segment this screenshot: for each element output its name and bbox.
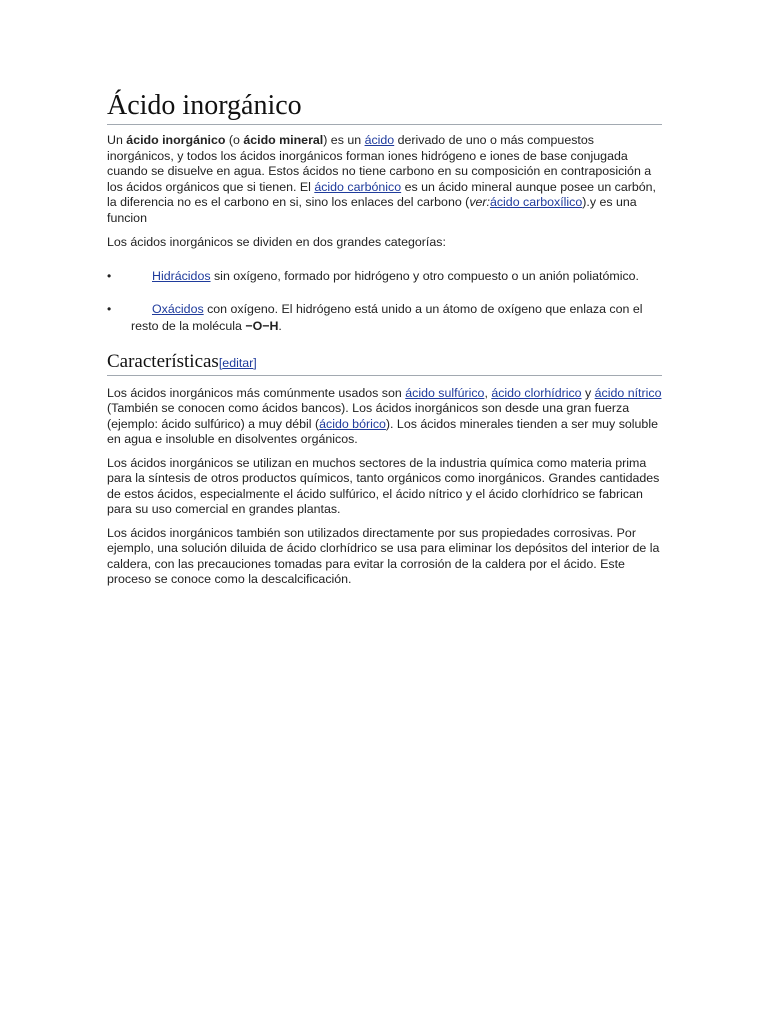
categories-list [107, 268, 662, 335]
intro-paragraph [107, 133, 662, 226]
link-acido[interactable]: ácido [364, 133, 395, 147]
article [107, 88, 662, 588]
term-acido-inorganico: ácido inorgánico [126, 133, 226, 147]
list-item-hidracidos [107, 268, 662, 285]
link-acido-clorhidrico[interactable]: ácido clorhídrico [491, 385, 582, 400]
oxacidos-description: con oxígeno. El hidrógeno está unido a un átomo de oxígeno que enlaza con el resto de la molécula [131, 301, 643, 333]
link-acido-borico[interactable]: ácido bórico [319, 416, 386, 431]
s1-text-5: ). Los ácidos minerales tienden a ser muy soluble en agua e insoluble en disolventes orgánicos. [107, 416, 658, 446]
edit-link[interactable]: editar [222, 355, 254, 370]
section-paragraph-3: Los ácidos inorgánicos también son utilizados directamente por sus propiedades corrosivas. Por ejemplo, una solución diluida de ácido clorhídrico se usa para eliminar los depósitos del interior de la caldera, con las precauciones tomadas para evitar la corrosión de la caldera por el ácido. Este proceso se conoce como la descalcificación. [107, 525, 660, 586]
section-heading-caracteristicas [107, 350, 662, 376]
edit-bracket-close: ] [253, 355, 257, 370]
intro-ver: ver: [469, 195, 490, 209]
s1-text-1: Los ácidos inorgánicos más comúnmente usados son [107, 385, 406, 400]
intro-text-1: Un [107, 133, 127, 147]
categories-intro: Los ácidos inorgánicos se dividen en dos grandes categorías: [107, 235, 446, 249]
s1-text-3: y [581, 385, 595, 400]
intro-text-3: ) es un [323, 133, 365, 147]
link-acido-carbonico[interactable]: ácido carbónico [314, 179, 402, 194]
intro-text-6: ).y es una funcion [107, 195, 637, 225]
intro-text-2: (o [225, 133, 244, 147]
section-paragraph-2: Los ácidos inorgánicos se utilizan en muchos sectores de la industria química como materia prima para la síntesis de otros productos químicos, tanto orgánicos como inorgánicos. Grandes cantidades de estos ácidos, especialmente el ácido sulfúrico, el ácido nítrico y el ácido clorhídrico se fabrican para su uso comercial en grandes plantas. [107, 455, 660, 516]
intro-text-4: derivado de uno o más compuestos inorgánicos, y todos los ácidos inorgánicos forman iones hidrógeno e iones de base conjugada cuando se disuelve en agua. Estos ácidos no tiene carbono en su composición en contraposición a los ácidos orgánicos que si tienen. El [107, 133, 652, 194]
s1-text-2: , [484, 385, 492, 400]
link-acido-sulfurico[interactable]: ácido sulfúrico [405, 385, 485, 400]
bullet-dot: • [107, 268, 112, 283]
s1-text-4: (También se conocen como ácidos bancos). Los ácidos inorgánicos son desde una gran fuerza (ejemplo: ácido sulfúrico) a muy débil ( [107, 401, 630, 431]
link-hidracidos[interactable]: Hidrácidos [152, 268, 211, 283]
section-edit [219, 356, 257, 370]
section-heading-text: Características [107, 350, 219, 372]
section-paragraph-1 [107, 386, 662, 448]
oxacidos-end: . [278, 318, 282, 333]
link-acido-nitrico[interactable]: ácido nítrico [594, 385, 662, 400]
bullet-dot: • [107, 301, 112, 316]
formula-oh: −O−H [245, 318, 279, 333]
link-acido-carboxilico[interactable]: ácido carboxílico [489, 195, 583, 209]
link-oxacidos[interactable]: Oxácidos [152, 301, 204, 316]
page-title: Ácido inorgánico [107, 88, 662, 125]
intro-text-5: es un ácido mineral aunque posee un carbón, la diferencia no es el carbono en si, sino los enlaces del carbono ( [107, 179, 656, 209]
hidracidos-description: sin oxígeno, formado por hidrógeno y otro compuesto o un anión poliatómico. [210, 268, 639, 283]
term-acido-mineral: ácido mineral [243, 133, 324, 147]
edit-bracket-open: [ [218, 355, 223, 370]
list-item-oxacidos [107, 301, 662, 335]
